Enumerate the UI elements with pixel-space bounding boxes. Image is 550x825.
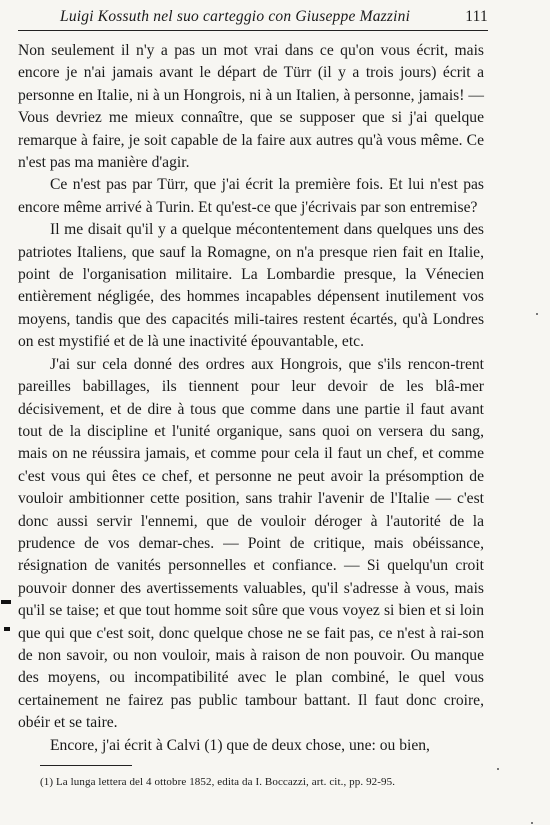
text-line: Ce n'est pas par Türr, que j'ai écrit la première fois. Et lui bbox=[50, 176, 430, 194]
text-line: rien fait en Italie, point de l'organisation militaire. La Lombardie bbox=[18, 243, 484, 284]
text-line: dépensent inutilement vos moyens, tandis que des capacités mili- bbox=[18, 288, 484, 328]
page-number: 111 bbox=[465, 8, 488, 25]
text-line: avertissements valuables, qu'il s'adresse à vous, mais qu'il se taise; bbox=[18, 579, 484, 620]
footnote-rule bbox=[40, 765, 132, 766]
text-line: personnelles et confiance. — Si quelqu'un croit pouvoir donner des bbox=[18, 557, 485, 597]
text-line: écrit, mais encore je n'ai jamais avant le départ de Türr (il y a bbox=[18, 42, 485, 82]
paragraph bbox=[18, 40, 484, 174]
text-line: taires restent écartés, qu'à Londres on est mystifié et de là une bbox=[18, 310, 485, 351]
text-line: versera du sang, mais on ne réussira jamais, et comme pour cela bbox=[18, 422, 484, 463]
text-line: Ou manque des moyens, ou incompatibilité avec le plan combiné, le bbox=[18, 646, 484, 687]
text-line: ches. — Point de critique, mais obéissance, résignation de vanités bbox=[18, 534, 484, 575]
text-line: trent pareilles babillages, ils tiennent pour leur devoir de les blâ- bbox=[18, 355, 484, 396]
text-line: faut avant tout de la discipline et l'unité organique, sans quoi on bbox=[18, 400, 484, 440]
text-line: faire aux autres qu'à vous même. Ce n'est pas ma manière d'agir. bbox=[18, 131, 485, 172]
text-line: ne peut avoir la présomption de vouloir ambitionner cette position, bbox=[18, 467, 484, 508]
speck bbox=[497, 768, 499, 770]
paragraph bbox=[18, 174, 484, 219]
text-line: faut donc croire, obéir et se taire. bbox=[18, 691, 484, 732]
speck bbox=[531, 822, 533, 824]
text-line: et que tout homme soit sûre que vous voyez si bien et si loin que bbox=[18, 602, 484, 642]
running-title: Luigi Kossuth nel suo carteggio con Giuseppe Mazzini bbox=[60, 8, 411, 25]
text-line: mer décisivement, et de dire à tous que comme dans une partie il bbox=[18, 378, 484, 418]
text-line: se supposer que si j'ai quelque remarque à faire, je soit capable de la bbox=[18, 109, 484, 149]
body-text bbox=[18, 40, 484, 757]
text-line: uns des patriotes Italiens, que sauf la Romagne, on n'a presque bbox=[18, 221, 484, 261]
text-line: son de non savoir, ou non vouloir, mais à raison de non pouvoir. bbox=[18, 624, 484, 664]
speck bbox=[536, 313, 538, 315]
text-line: Encore, j'ai écrit à Calvi (1) que de deux chose, une: ou bien, bbox=[50, 736, 430, 754]
text-line: inactivité épouvantable, etc. bbox=[189, 333, 364, 351]
footnote: (1) La lunga lettera del 4 ottobre 1852, edita da I. Boccazzi, art. cit., pp. 92-95. bbox=[40, 776, 396, 788]
margin-mark bbox=[1, 600, 11, 604]
text-line: presque, la Vénecien entièrement négligée, des hommes incapables bbox=[18, 266, 484, 306]
text-line: n'est pas encore même arrivé à Turin. Et qu'est-ce que j'écrivais bbox=[18, 176, 484, 216]
header-rule bbox=[18, 30, 488, 31]
text-line: sans trahir l'avenir de l'Italie — c'est donc aussi servir l'ennemi, bbox=[18, 490, 484, 530]
paragraph bbox=[18, 219, 484, 353]
text-line: trois jours) écrit a personne en Italie, ni à un Hongrois, ni à un bbox=[18, 64, 485, 104]
text-line: par son entremise? bbox=[360, 198, 478, 216]
paragraph bbox=[18, 354, 484, 735]
text-line: quel vous certainement ne fairez pas public tambour battant. Il bbox=[18, 669, 484, 709]
text-line: il faut un chef, et comme c'est vous qui êtes ce chef, et personne bbox=[18, 445, 484, 485]
running-header bbox=[60, 8, 488, 26]
text-line: qui que c'est soit, donc quelque chose ne se fait pas, ce n'est à rai- bbox=[45, 624, 463, 642]
text-line: Il me disait qu'il y a quelque mécontentement dans quelques bbox=[50, 221, 437, 239]
text-line: J'ai sur cela donné des ordres aux Hongrois, que s'ils rencon- bbox=[50, 355, 456, 373]
margin-mark bbox=[4, 627, 10, 631]
paragraph bbox=[18, 735, 484, 757]
text-line: Italien, à personne, jamais! — Vous devriez me mieux connaître, que bbox=[18, 86, 484, 127]
text-line: Non seulement il n'y a pas un mot vrai dans ce qu'on vous bbox=[18, 42, 417, 59]
text-line: que de vouloir déroger à l'autorité de la prudence de vos demar- bbox=[18, 512, 484, 552]
